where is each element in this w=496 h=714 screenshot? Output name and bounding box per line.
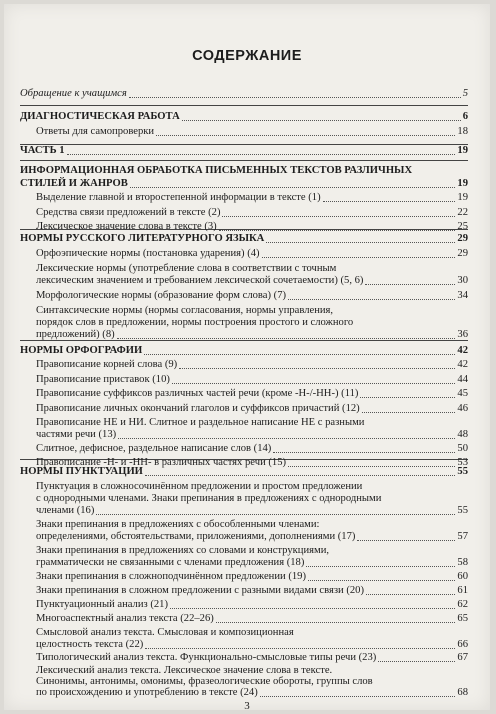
toc-entry-page: 45 [457, 388, 468, 399]
toc-entry[interactable] [36, 126, 468, 139]
toc-entry-page: 29 [457, 233, 468, 244]
toc-entry-page: 25 [457, 221, 468, 232]
toc-entry-page: 55 [457, 466, 468, 477]
toc-entry-page: 22 [457, 207, 468, 218]
toc-entry-title: Морфологические нормы (образование форм слова) (7) [36, 290, 287, 301]
toc-entry-page: 19 [457, 178, 468, 189]
toc-entry-title-cont: предложений) (8) [36, 329, 115, 340]
toc-entry-page: 62 [457, 599, 468, 610]
toc-entry-title: Типологический анализ текста. Функционально-смысловые типы речи (23) [36, 652, 377, 663]
toc-entry-title-cont: лексическим значением и требованием лексической сочетаемости) (5, 6) [36, 275, 364, 286]
toc-entry-title: НОРМЫ ПУНКТУАЦИИ [20, 466, 143, 477]
toc-entry-title-cont: определениями, обстоятельствами, приложениями, дополнениями (17) [36, 531, 356, 542]
toc-entry-title-cont: порядок слов в предложении, нормы построения простого и сложного [36, 317, 354, 328]
toc-entry-page: 67 [457, 652, 468, 663]
toc-section-heading[interactable] [20, 345, 468, 358]
toc-entry-title: Слитное, дефисное, раздельное написание слов (14) [36, 443, 272, 454]
toc-entry-title: Правописание -Н- и -НН- в различных частях речи (15) [36, 457, 287, 468]
toc-entry-page: 42 [457, 359, 468, 370]
toc-entry-title: Правописание приставок (10) [36, 374, 170, 385]
toc-entry[interactable] [36, 585, 468, 598]
toc-entry-title: ЧАСТЬ 1 [20, 145, 65, 156]
toc-entry-page: 18 [457, 126, 468, 137]
toc-entry[interactable] [36, 359, 468, 372]
toc-entry[interactable] [36, 652, 468, 665]
toc-entry-title: Смысловой анализ текста. Смысловая и композиционная [36, 627, 294, 638]
toc-entry-page: 61 [457, 585, 468, 596]
toc-entry-page: 58 [457, 557, 468, 568]
toc-entry-page: 44 [457, 374, 468, 385]
toc-entry[interactable] [36, 599, 468, 612]
toc-entry-page: 68 [457, 687, 468, 698]
toc-entry-title: Выделение главной и второстепенной информации в тексте (1) [36, 192, 321, 203]
toc-entry-page: 53 [457, 457, 468, 468]
toc-entry-title: ИНФОРМАЦИОННАЯ ОБРАБОТКА ПИСЬМЕННЫХ ТЕКСТОВ РАЗЛИЧНЫХ [20, 165, 413, 176]
toc-entry[interactable] [36, 248, 468, 261]
toc-entry-title: Правописание личных окончаний глаголов и суффиксов причастий (12) [36, 403, 360, 414]
toc-entry-title: НОРМЫ РУССКОГО ЛИТЕРАТУРНОГО ЯЗЫКА [20, 233, 265, 244]
toc-entry-title: Знаки препинания в предложениях со словами и конструкциями, [36, 545, 330, 556]
toc-entry-title-cont: грамматически не связанными с членами предложения (18) [36, 557, 305, 568]
toc-entry-title-cont: Синонимы, антонимы, омонимы, фразеологические обороты, группы слов [36, 676, 373, 687]
toc-entry[interactable] [36, 374, 468, 387]
toc-entry-page: 30 [457, 275, 468, 286]
toc-entry[interactable] [36, 221, 468, 234]
toc-entry-title: Пунктуация в сложносочинённом предложении и простом предложении [36, 481, 363, 492]
toc-entry[interactable] [20, 88, 468, 101]
toc-entry-title: Средства связи предложений в тексте (2) [36, 207, 221, 218]
toc-entry-title: Ответы для самопроверки [36, 126, 155, 137]
toc-entry-page: 5 [462, 88, 468, 99]
toc-entry-page: 6 [462, 111, 468, 122]
toc-entry-page: 19 [457, 145, 468, 156]
toc-entry-title: НОРМЫ ОРФОГРАФИИ [20, 345, 143, 356]
toc-entry-page: 50 [457, 443, 468, 454]
toc-entry-title: Орфоэпические нормы (постановка ударения) (4) [36, 248, 260, 259]
toc-entry-title-cont: СТИЛЕЙ И ЖАНРОВ [20, 178, 128, 189]
toc-entry-page: 34 [457, 290, 468, 301]
toc-entry[interactable] [36, 403, 468, 416]
toc-entry-page: 48 [457, 429, 468, 440]
toc-section-heading[interactable] [20, 111, 468, 124]
toc-entry-page: 36 [457, 329, 468, 340]
toc-entry-title: ДИАГНОСТИЧЕСКАЯ РАБОТА [20, 111, 180, 122]
toc-entry-title-cont: частями речи (13) [36, 429, 117, 440]
toc-entry-page: 60 [457, 571, 468, 582]
toc-entry-title: Пунктуационный анализ (21) [36, 599, 168, 610]
toc-entry-page: 42 [457, 345, 468, 356]
toc-section-heading[interactable] [20, 233, 468, 246]
section-divider [20, 160, 468, 161]
toc-entry[interactable] [36, 290, 468, 303]
toc-entry[interactable] [36, 192, 468, 205]
toc-entry[interactable] [36, 613, 468, 626]
toc-entry-page: 29 [457, 248, 468, 259]
page-title: СОДЕРЖАНИЕ [192, 48, 302, 64]
toc-entry[interactable] [36, 388, 468, 401]
toc-entry-page: 57 [457, 531, 468, 542]
toc-entry-page: 55 [457, 505, 468, 516]
toc-entry-page: 19 [457, 192, 468, 203]
toc-entry-title-cont: с однородными членами. Знаки препинания в предложениях с однородными [36, 493, 382, 504]
toc-entry-page: 65 [457, 613, 468, 624]
toc-section-heading[interactable] [20, 145, 468, 158]
toc-entry-title: Обращение к учащимся [20, 88, 127, 99]
toc-entry-title-cont: членами (16) [36, 505, 95, 516]
toc-entry-page: 66 [457, 639, 468, 650]
toc-section-heading[interactable] [20, 466, 468, 479]
toc-entry[interactable] [36, 443, 468, 456]
toc-entry-title-cont: по происхождению и употреблению в тексте (24) [36, 687, 258, 698]
toc-entry-title: Правописание НЕ и НИ. Слитное и раздельное написание НЕ с разными [36, 417, 365, 428]
toc-entry-title: Знаки препинания в сложноподчинённом предложении (19) [36, 571, 306, 582]
toc-entry-title: Правописание суффиксов различных частей речи (кроме -Н-/-НН-) (11) [36, 388, 359, 399]
document-page [4, 4, 490, 710]
toc-entry-title: Правописание корней слова (9) [36, 359, 178, 370]
toc-entry-title: Лексическое значение слова в тексте (3) [36, 221, 217, 232]
toc-entry-title-cont: целостность текста (22) [36, 639, 144, 650]
toc-entry-page: 46 [457, 403, 468, 414]
section-divider [20, 105, 468, 106]
toc-entry-title: Знаки препинания в сложном предложении с разными видами связи (20) [36, 585, 364, 596]
page-number: 3 [244, 700, 250, 712]
toc-entry[interactable] [36, 571, 468, 584]
toc-entry-title: Лексический анализ текста. Лексическое значение слова в тексте. [36, 665, 333, 676]
toc-entry-title: Знаки препинания в предложениях с обособленными членами: [36, 519, 320, 530]
toc-entry[interactable] [36, 207, 468, 220]
toc-entry-title: Синтаксические нормы (нормы согласования, нормы управления, [36, 305, 334, 316]
toc-entry-title: Лексические нормы (употребление слова в соответствии с точным [36, 263, 337, 274]
toc-entry-title: Многоаспектный анализ текста (22–26) [36, 613, 214, 624]
